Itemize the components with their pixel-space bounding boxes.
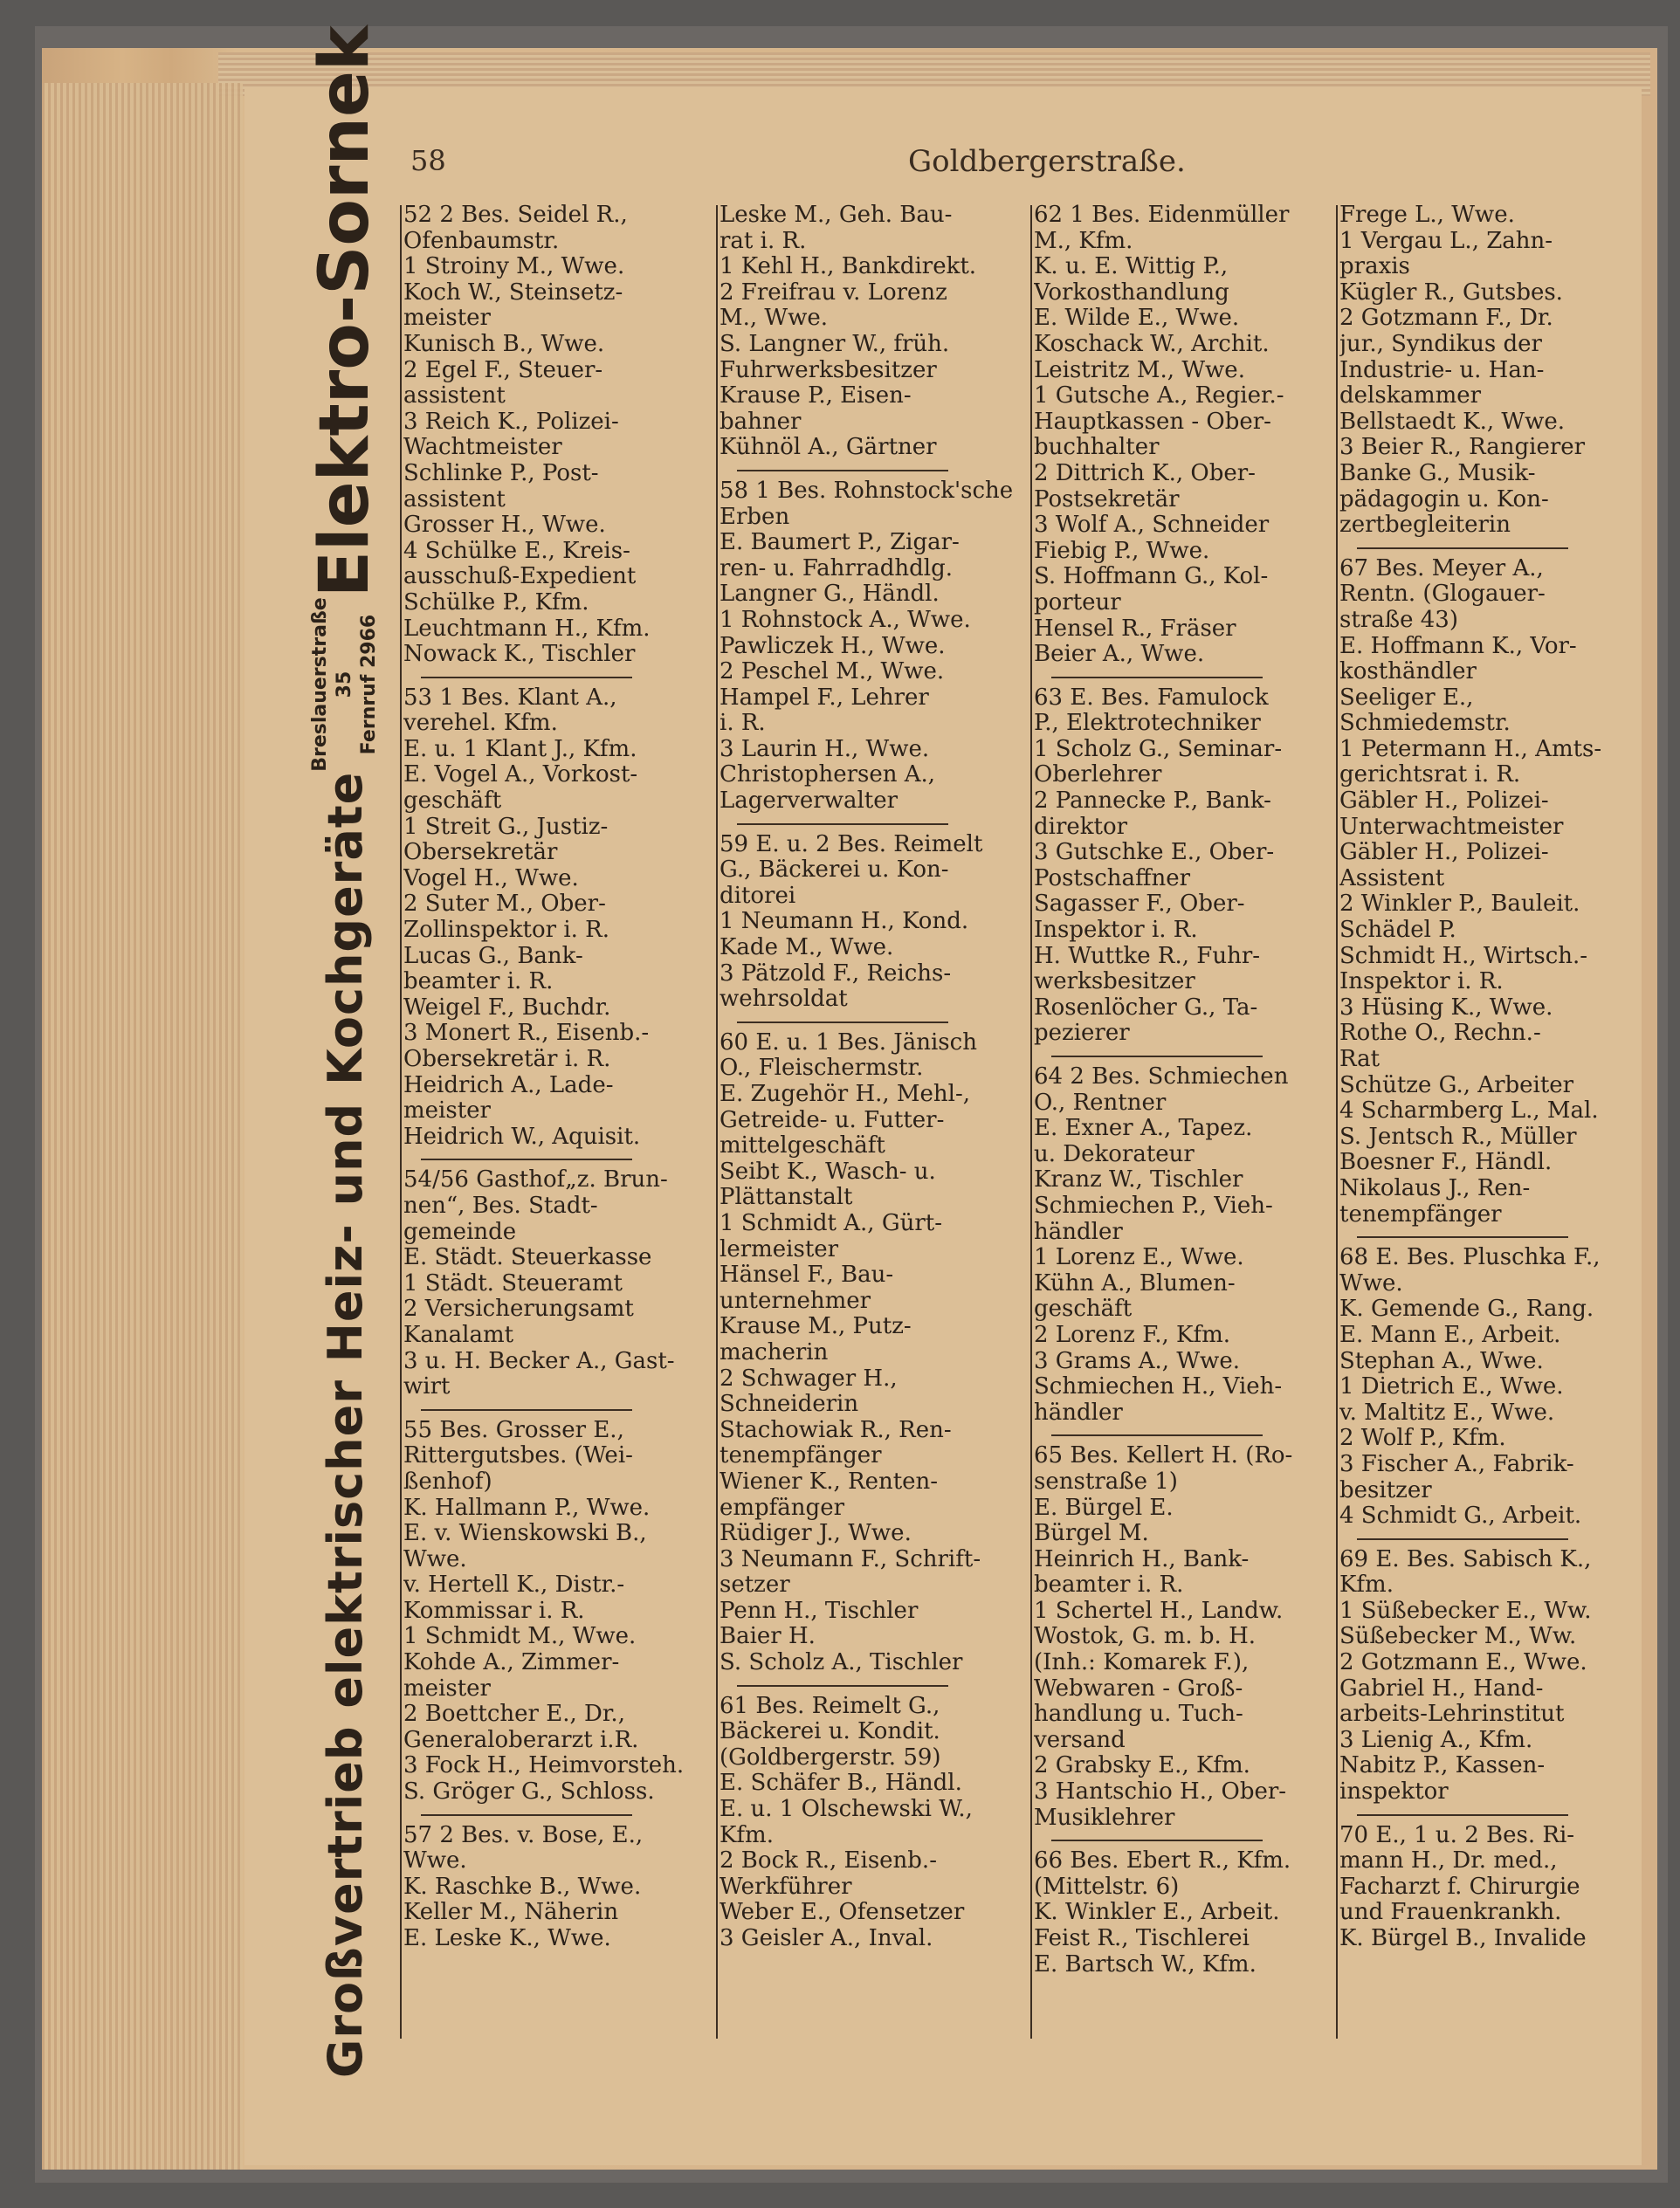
directory-line: Penn H., Tischler (720, 1598, 919, 1624)
directory-line: 2 Schwager H., (720, 1365, 898, 1392)
directory-line: Gäbler H., Polizei- (1339, 788, 1549, 815)
directory-line: 3 Lienig A., Kfm. (1339, 1727, 1533, 1753)
directory-line: 66 Bes. Ebert R., Kfm. (1034, 1848, 1291, 1874)
directory-line: Leuchtmann H., Kfm. (403, 616, 651, 642)
directory-line: Lagerverwalter (720, 788, 899, 815)
directory-line: setzer (720, 1572, 790, 1599)
directory-line: E. Wilde E., Wwe. (1034, 306, 1240, 332)
directory-line: 2 Lorenz F., Kfm. (1034, 1322, 1230, 1348)
directory-line: pädagogin u. Kon- (1339, 486, 1549, 512)
directory-line: Wwe. (403, 1546, 467, 1572)
directory-line: werksbesitzer (1034, 969, 1195, 995)
directory-line: v. Hertell K., Distr.- (403, 1572, 625, 1599)
directory-line: Beier A., Wwe. (1034, 642, 1205, 668)
directory-line: Gäbler H., Polizei- (1339, 840, 1549, 866)
directory-line: E. u. 1 Klant J., Kfm. (403, 736, 637, 762)
directory-line: 3 Pätzold F., Reichs- (720, 960, 952, 987)
directory-line: gerichtsrat i. R. (1339, 762, 1521, 788)
advertisement-banner (306, 25, 384, 2078)
directory-line: 2 Versicherungsamt (403, 1297, 634, 1323)
ad-product-text: Großvertrieb elektrischer Heiz- und Kochgeräte (317, 771, 373, 2078)
directory-line: K. Hallmann P., Wwe. (403, 1495, 651, 1521)
directory-line: 55 Bes. Grosser E., (403, 1417, 624, 1443)
directory-line: Heidrich A., Lade- (403, 1072, 614, 1098)
directory-line: Schülke P., Kfm. (403, 589, 589, 616)
directory-line: S. Langner W., früh. (720, 331, 950, 357)
ad-phone: Fernruf 2966 (358, 614, 380, 755)
ad-contact (308, 597, 382, 772)
directory-line: Krause P., Eisen- (720, 383, 912, 409)
directory-line: Heidrich W., Aquisit. (403, 1124, 641, 1150)
directory-line: 54/56 Gasthof„z. Brun- (403, 1167, 668, 1193)
directory-line: M., Kfm. (1034, 228, 1133, 254)
directory-line: 1 Petermann H., Amts- (1339, 736, 1602, 762)
directory-line: 3 Hantschio H., Ober- (1034, 1779, 1287, 1806)
directory-line: K. Winkler E., Arbeit. (1034, 1900, 1280, 1926)
directory-line: 61 Bes. Reimelt G., (720, 1693, 940, 1719)
directory-line: Nowack K., Tischler (403, 642, 636, 668)
entry-separator (421, 677, 632, 678)
directory-line: Ofenbaumstr. (403, 228, 560, 254)
directory-line: S. Scholz A., Tischler (720, 1650, 963, 1676)
directory-line: 2 Dittrich K., Ober- (1034, 460, 1256, 486)
directory-line: u. Dekorateur (1034, 1141, 1195, 1167)
directory-line: Stachowiak R., Ren- (720, 1417, 952, 1443)
directory-line: 3 Beier R., Rangierer (1339, 435, 1586, 461)
directory-line: Heinrich H., Bank- (1034, 1546, 1250, 1572)
directory-line: Webwaren - Groß- (1034, 1675, 1243, 1702)
directory-line: 3 Grams A., Wwe. (1034, 1348, 1240, 1374)
directory-line: Kranz W., Tischler (1034, 1167, 1243, 1193)
directory-line: K. Bürgel B., Invalide (1339, 1926, 1587, 1951)
directory-line: O., Rentner (1034, 1090, 1167, 1116)
directory-line: O., Fleischermstr. (720, 1056, 924, 1082)
directory-line: (Mittelstr. 6) (1034, 1874, 1180, 1900)
column-divider (1030, 205, 1032, 2039)
directory-line: direktor (1034, 814, 1128, 840)
directory-line: wehrsoldat (720, 987, 848, 1013)
directory-line: ausschuß-Expedient (403, 564, 637, 590)
directory-line: Koschack W., Archit. (1034, 331, 1270, 357)
directory-line: 2 Grabsky E., Kfm. (1034, 1753, 1250, 1779)
entry-separator (1357, 1814, 1568, 1816)
directory-line: geschäft (403, 788, 502, 815)
directory-line: Kade M., Wwe. (720, 935, 894, 961)
directory-line: 1 Vergau L., Zahn- (1339, 228, 1553, 254)
directory-line: Postsekretär (1034, 486, 1180, 512)
directory-line: Musiklehrer (1034, 1805, 1175, 1831)
directory-line: H. Wuttke R., Fuhr- (1034, 943, 1261, 969)
directory-line: Assistent (1339, 865, 1445, 891)
directory-line: Leske M., Geh. Bau- (720, 203, 953, 228)
directory-line: E. u. 1 Olschewski W., (720, 1797, 973, 1823)
directory-line: Oberlehrer (1034, 762, 1162, 788)
page-stack-left (42, 83, 243, 2170)
directory-line: mittelgeschäft (720, 1133, 885, 1159)
directory-line: 2 Gotzmann F., Dr. (1339, 306, 1553, 332)
directory-line: E. Städt. Steuerkasse (403, 1245, 652, 1271)
directory-line: kosthändler (1339, 659, 1477, 685)
entry-separator (421, 1159, 632, 1160)
directory-line: Weigel F., Buchdr. (403, 994, 611, 1021)
directory-line: 2 Gotzmann E., Wwe. (1339, 1650, 1587, 1676)
directory-line: 1 Schmidt M., Wwe. (403, 1624, 637, 1650)
directory-line: Keller M., Näherin (403, 1900, 619, 1926)
directory-line: Baier H. (720, 1624, 816, 1650)
directory-line: E. Zugehör H., Mehl-, (720, 1082, 971, 1107)
directory-line: ditorei (720, 883, 796, 909)
directory-line: jur., Syndikus der (1339, 331, 1542, 357)
entry-separator (421, 1409, 632, 1411)
entry-separator (1357, 547, 1568, 549)
entry-separator (1051, 1840, 1263, 1841)
directory-line: 67 Bes. Meyer A., (1339, 555, 1544, 581)
directory-line: macherin (720, 1339, 829, 1365)
directory-line: Bäckerei u. Kondit. (720, 1719, 940, 1745)
directory-line: Schlinke P., Post- (403, 460, 599, 486)
directory-line: versand (1034, 1727, 1126, 1753)
directory-column-2 (720, 203, 1021, 1952)
street-header: Goldbergerstraße. (908, 144, 1186, 179)
directory-line: Hauptkassen - Ober- (1034, 409, 1271, 435)
directory-line: Wiener K., Renten- (720, 1469, 939, 1495)
directory-line: Christophersen A., (720, 762, 936, 788)
directory-line: delskammer (1339, 383, 1482, 409)
directory-line: Generaloberarzt i.R. (403, 1727, 639, 1753)
directory-line: Unterwachtmeister (1339, 814, 1564, 840)
directory-line: Schädel P. (1339, 918, 1456, 944)
directory-line: 2 Winkler P., Bauleit. (1339, 891, 1580, 918)
directory-line: 2 Boettcher E., Dr., (403, 1702, 625, 1728)
directory-line: Gabriel H., Hand- (1339, 1675, 1544, 1702)
directory-line: Rittergutsbes. (Wei- (403, 1443, 633, 1469)
ad-address: Breslauerstraße 35 (309, 597, 355, 772)
directory-line: E. Vogel A., Vorkost- (403, 762, 638, 788)
directory-line: Kunisch B., Wwe. (403, 331, 605, 357)
directory-line: K. Raschke B., Wwe. (403, 1874, 642, 1900)
directory-line: Rentn. (Glogauer- (1339, 581, 1546, 608)
directory-line: Zollinspektor i. R. (403, 918, 610, 944)
directory-line: 65 Bes. Kellert H. (Ro- (1034, 1443, 1293, 1469)
directory-column-3 (1034, 203, 1335, 1978)
directory-line: Bürgel M. (1034, 1521, 1149, 1547)
directory-line: 63 E. Bes. Famulock (1034, 684, 1269, 711)
directory-line: 2 Bock R., Eisenb.- (720, 1848, 937, 1874)
directory-line: Werkführer (720, 1874, 852, 1900)
directory-line: lermeister (720, 1236, 839, 1262)
directory-line: 3 Laurin H., Wwe. (720, 736, 930, 762)
directory-line: 3 Wolf A., Schneider (1034, 512, 1270, 539)
directory-line: K. Gemende G., Rang. (1339, 1297, 1594, 1323)
directory-line: 1 Süßebecker E., Ww. (1339, 1598, 1592, 1624)
directory-line: Facharzt f. Chirurgie (1339, 1874, 1580, 1900)
directory-line: 2 Egel F., Steuer- (403, 357, 603, 383)
directory-line: 3 u. H. Becker A., Gast- (403, 1348, 675, 1374)
directory-line: Wachtmeister (403, 435, 562, 461)
directory-line: Schütze G., Arbeiter (1339, 1072, 1574, 1098)
directory-line: meister (403, 1098, 491, 1125)
directory-line: E. Exner A., Tapez. (1034, 1116, 1253, 1142)
directory-line: Obersekretär (403, 840, 558, 866)
directory-line: Kühnöl A., Gärtner (720, 435, 937, 461)
directory-line: Kfm. (1339, 1572, 1394, 1599)
directory-line: Lucas G., Bank- (403, 943, 583, 969)
directory-line: 3 Geisler A., Inval. (720, 1926, 933, 1951)
directory-line: geschäft (1034, 1297, 1133, 1323)
directory-line: 70 E., 1 u. 2 Bes. Ri- (1339, 1822, 1575, 1848)
directory-line: Getreide- u. Futter- (720, 1107, 945, 1133)
directory-line: Stephan A., Wwe. (1339, 1348, 1544, 1374)
directory-line: Frege L., Wwe. (1339, 203, 1515, 228)
directory-line: G., Bäckerei u. Kon- (720, 857, 949, 884)
directory-line: händler (1034, 1400, 1123, 1426)
directory-line: straße 43) (1339, 607, 1458, 633)
directory-line: Schmidt H., Wirtsch.- (1339, 943, 1588, 969)
directory-line: Fuhrwerksbesitzer (720, 357, 937, 383)
directory-line: wirt (403, 1374, 451, 1400)
entry-separator (737, 470, 948, 471)
directory-line: 58 1 Bes. Rohnstock'sche (720, 478, 1014, 504)
directory-line: Rüdiger J., Wwe. (720, 1521, 912, 1547)
directory-line: Kommissar i. R. (403, 1598, 585, 1624)
directory-line: nen“, Bes. Stadt- (403, 1193, 598, 1219)
directory-line: S. Gröger G., Schloss. (403, 1779, 655, 1806)
directory-line: 3 Gutschke E., Ober- (1034, 840, 1275, 866)
directory-line: verehel. Kfm. (403, 711, 558, 737)
directory-line: 1 Schertel H., Landw. (1034, 1598, 1284, 1624)
directory-line: Seibt K., Wasch- u. (720, 1159, 936, 1185)
directory-line: Seeliger E., (1339, 684, 1474, 711)
directory-line: handlung u. Tuch- (1034, 1702, 1243, 1728)
directory-line: Kühn A., Blumen- (1034, 1270, 1236, 1297)
directory-line: händler (1034, 1219, 1123, 1245)
directory-line: und Frauenkrankh. (1339, 1900, 1562, 1926)
directory-line: Fiebig P., Wwe. (1034, 538, 1210, 564)
directory-line: 3 Fock H., Heimvorsteh. (403, 1753, 685, 1779)
entry-separator (1051, 1056, 1263, 1057)
directory-line: 64 2 Bes. Schmiechen (1034, 1064, 1289, 1090)
directory-line: Wwe. (403, 1848, 467, 1874)
directory-line: rat i. R. (720, 228, 807, 254)
column-divider (716, 205, 718, 2039)
directory-line: meister (403, 1675, 491, 1702)
directory-line: Feist R., Tischlerei (1034, 1926, 1250, 1951)
directory-line: Hänsel F., Bau- (720, 1262, 894, 1289)
directory-line: S. Hoffmann G., Kol- (1034, 564, 1269, 590)
directory-line: 3 Hüsing K., Wwe. (1339, 994, 1553, 1021)
directory-line: 3 Neumann F., Schrift- (720, 1546, 981, 1572)
page-number: 58 (410, 144, 446, 177)
directory-line: Obersekretär i. R. (403, 1047, 611, 1072)
directory-line: E. Schäfer B., Händl. (720, 1771, 962, 1797)
directory-line: 1 Dietrich E., Wwe. (1339, 1374, 1564, 1400)
directory-line: buchhalter (1034, 435, 1160, 461)
directory-line: Schmiechen P., Vieh- (1034, 1193, 1273, 1219)
directory-line: 1 Rohnstock A., Wwe. (720, 607, 971, 633)
entry-separator (737, 1685, 948, 1687)
directory-line: Postschaffner (1034, 865, 1191, 891)
directory-line: Süßebecker M., Ww. (1339, 1624, 1577, 1650)
directory-line: K. u. E. Wittig P., (1034, 254, 1229, 280)
directory-line: tenempfänger (720, 1443, 882, 1469)
directory-line: 60 E. u. 1 Bes. Jänisch (720, 1029, 977, 1056)
directory-line: Industrie- u. Han- (1339, 357, 1545, 383)
directory-line: 3 Monert R., Eisenb.- (403, 1021, 650, 1047)
column-divider (400, 205, 402, 2039)
directory-line: 3 Reich K., Polizei- (403, 409, 619, 435)
directory-line: 2 Pannecke P., Bank- (1034, 788, 1271, 815)
directory-line: zertbegleiterin (1339, 512, 1511, 539)
directory-line: Rosenlöcher G., Ta- (1034, 994, 1258, 1021)
directory-line: 2 Peschel M., Wwe. (720, 659, 945, 685)
entry-separator (1357, 1538, 1568, 1540)
directory-line: Inspektor i. R. (1339, 969, 1504, 995)
directory-line: S. Jentsch R., Müller (1339, 1124, 1577, 1150)
directory-line: Leistritz M., Wwe. (1034, 357, 1245, 383)
directory-line: i. R. (720, 711, 766, 737)
directory-column-4 (1339, 203, 1641, 1952)
directory-line: 1 Lorenz E., Wwe. (1034, 1245, 1244, 1271)
directory-line: Hampel F., Lehrer (720, 684, 929, 711)
directory-line: Nabitz P., Kassen- (1339, 1753, 1546, 1779)
directory-line: Kohde A., Zimmer- (403, 1650, 620, 1676)
directory-line: Krause M., Putz- (720, 1314, 912, 1340)
directory-line: 52 2 Bes. Seidel R., (403, 203, 628, 228)
entry-separator (1051, 677, 1263, 678)
directory-line: Weber E., Ofensetzer (720, 1900, 965, 1926)
directory-line: E. Mann E., Arbeit. (1339, 1322, 1561, 1348)
directory-line: senstraße 1) (1034, 1469, 1178, 1495)
directory-line: Grosser H., Wwe. (403, 512, 606, 539)
directory-line: empfänger (720, 1495, 845, 1521)
directory-line: unternehmer (720, 1288, 871, 1314)
directory-column-1 (403, 203, 705, 1952)
directory-line: 1 Scholz G., Seminar- (1034, 736, 1283, 762)
directory-line: 57 2 Bes. v. Bose, E., (403, 1822, 644, 1848)
entry-separator (737, 823, 948, 825)
directory-line: Hensel R., Fräser (1034, 616, 1236, 642)
directory-line: (Goldbergerstr. 59) (720, 1744, 941, 1771)
directory-line: Wwe. (1339, 1270, 1403, 1297)
directory-line: 1 Gutsche A., Regier.- (1034, 383, 1284, 409)
entry-separator (1357, 1236, 1568, 1238)
directory-line: E. Leske K., Wwe. (403, 1926, 611, 1951)
directory-line: Kfm. (720, 1822, 774, 1848)
directory-line: assistent (403, 486, 506, 512)
directory-line: Banke G., Musik- (1339, 460, 1536, 486)
directory-line: ren- u. Fahrradhdlg. (720, 555, 954, 581)
directory-line: 4 Scharmberg L., Mal. (1339, 1098, 1599, 1125)
directory-line: Schmiedemstr. (1339, 711, 1511, 737)
directory-line: Schneiderin (720, 1392, 859, 1418)
directory-line: 69 E. Bes. Sabisch K., (1339, 1546, 1592, 1572)
directory-line: 2 Wolf P., Kfm. (1339, 1426, 1506, 1452)
directory-line: Kügler R., Gutsbes. (1339, 279, 1563, 306)
directory-line: arbeits-Lehrinstitut (1339, 1702, 1565, 1728)
directory-line: 2 Suter M., Ober- (403, 891, 606, 918)
directory-line: Vogel H., Wwe. (403, 865, 579, 891)
directory-line: ßenhof) (403, 1469, 492, 1495)
directory-line: 1 Stroiny M., Wwe. (403, 254, 625, 280)
directory-line: 1 Städt. Steueramt (403, 1270, 623, 1297)
directory-line: porteur (1034, 589, 1121, 616)
directory-line: Pawliczek H., Wwe. (720, 633, 946, 659)
directory-line: Bellstaedt K., Wwe. (1339, 409, 1566, 435)
column-divider (1336, 205, 1338, 2039)
directory-line: E. Bartsch W., Kfm. (1034, 1951, 1257, 1978)
directory-line: Sagasser F., Ober- (1034, 891, 1245, 918)
directory-line: besitzer (1339, 1477, 1432, 1503)
directory-line: 53 1 Bes. Klant A., (403, 684, 617, 711)
directory-line: E. Hoffmann K., Vor- (1339, 633, 1577, 659)
directory-line: 59 E. u. 2 Bes. Reimelt (720, 831, 983, 857)
directory-line: beamter i. R. (1034, 1572, 1184, 1599)
directory-line: pezierer (1034, 1021, 1130, 1047)
entry-separator (1051, 1434, 1263, 1436)
directory-line: Plättanstalt (720, 1185, 853, 1211)
directory-line: Inspektor i. R. (1034, 918, 1198, 944)
directory-line: 3 Fischer A., Fabrik- (1339, 1451, 1574, 1477)
directory-line: 62 1 Bes. Eidenmüller (1034, 203, 1290, 228)
directory-line: 1 Neumann H., Kond. (720, 909, 969, 935)
ad-company-name: Elektro-Sornek (306, 25, 384, 598)
directory-line: assistent (403, 383, 506, 409)
directory-line: E. Bürgel E. (1034, 1495, 1174, 1521)
directory-line: Rothe O., Rechn.- (1339, 1021, 1541, 1047)
directory-line: 1 Streit G., Justiz- (403, 814, 609, 840)
directory-line: Rat (1339, 1047, 1380, 1072)
directory-line: praxis (1339, 254, 1410, 280)
directory-line: E. v. Wienskowski B., (403, 1521, 647, 1547)
directory-line: Vorkosthandlung (1034, 279, 1229, 306)
directory-line: inspektor (1339, 1779, 1449, 1806)
entry-separator (737, 1021, 948, 1023)
directory-line: M., Wwe. (720, 306, 829, 332)
directory-line: Koch W., Steinsetz- (403, 279, 623, 306)
directory-line: beamter i. R. (403, 969, 554, 995)
entry-separator (421, 1814, 632, 1816)
directory-line: v. Maltitz E., Wwe. (1339, 1400, 1555, 1426)
directory-line: P., Elektrotechniker (1034, 711, 1261, 737)
directory-line: bahner (720, 409, 802, 435)
directory-line: Wostok, G. m. b. H. (1034, 1624, 1257, 1650)
directory-line: 4 Schülke E., Kreis- (403, 538, 630, 564)
directory-line: Langner G., Händl. (720, 581, 940, 608)
directory-line: 4 Schmidt G., Arbeit. (1339, 1503, 1582, 1530)
directory-line: Schmiechen H., Vieh- (1034, 1374, 1283, 1400)
directory-line: gemeinde (403, 1219, 517, 1245)
directory-line: Boesner F., Händl. (1339, 1150, 1553, 1176)
directory-line: (Inh.: Komarek F.), (1034, 1650, 1250, 1676)
directory-line: E. Baumert P., Zigar- (720, 530, 960, 556)
directory-line: Kanalamt (403, 1322, 514, 1348)
directory-line: 68 E. Bes. Pluschka F., (1339, 1245, 1601, 1271)
directory-line: Erben (720, 504, 790, 530)
directory-line: Nikolaus J., Ren- (1339, 1175, 1531, 1201)
directory-line: mann H., Dr. med., (1339, 1848, 1558, 1874)
directory-line: 1 Kehl H., Bankdirekt. (720, 254, 977, 280)
directory-line: tenempfänger (1339, 1201, 1502, 1228)
directory-line: meister (403, 306, 491, 332)
directory-line: 2 Freifrau v. Lorenz (720, 279, 947, 306)
directory-line: 1 Schmidt A., Gürt- (720, 1210, 942, 1236)
